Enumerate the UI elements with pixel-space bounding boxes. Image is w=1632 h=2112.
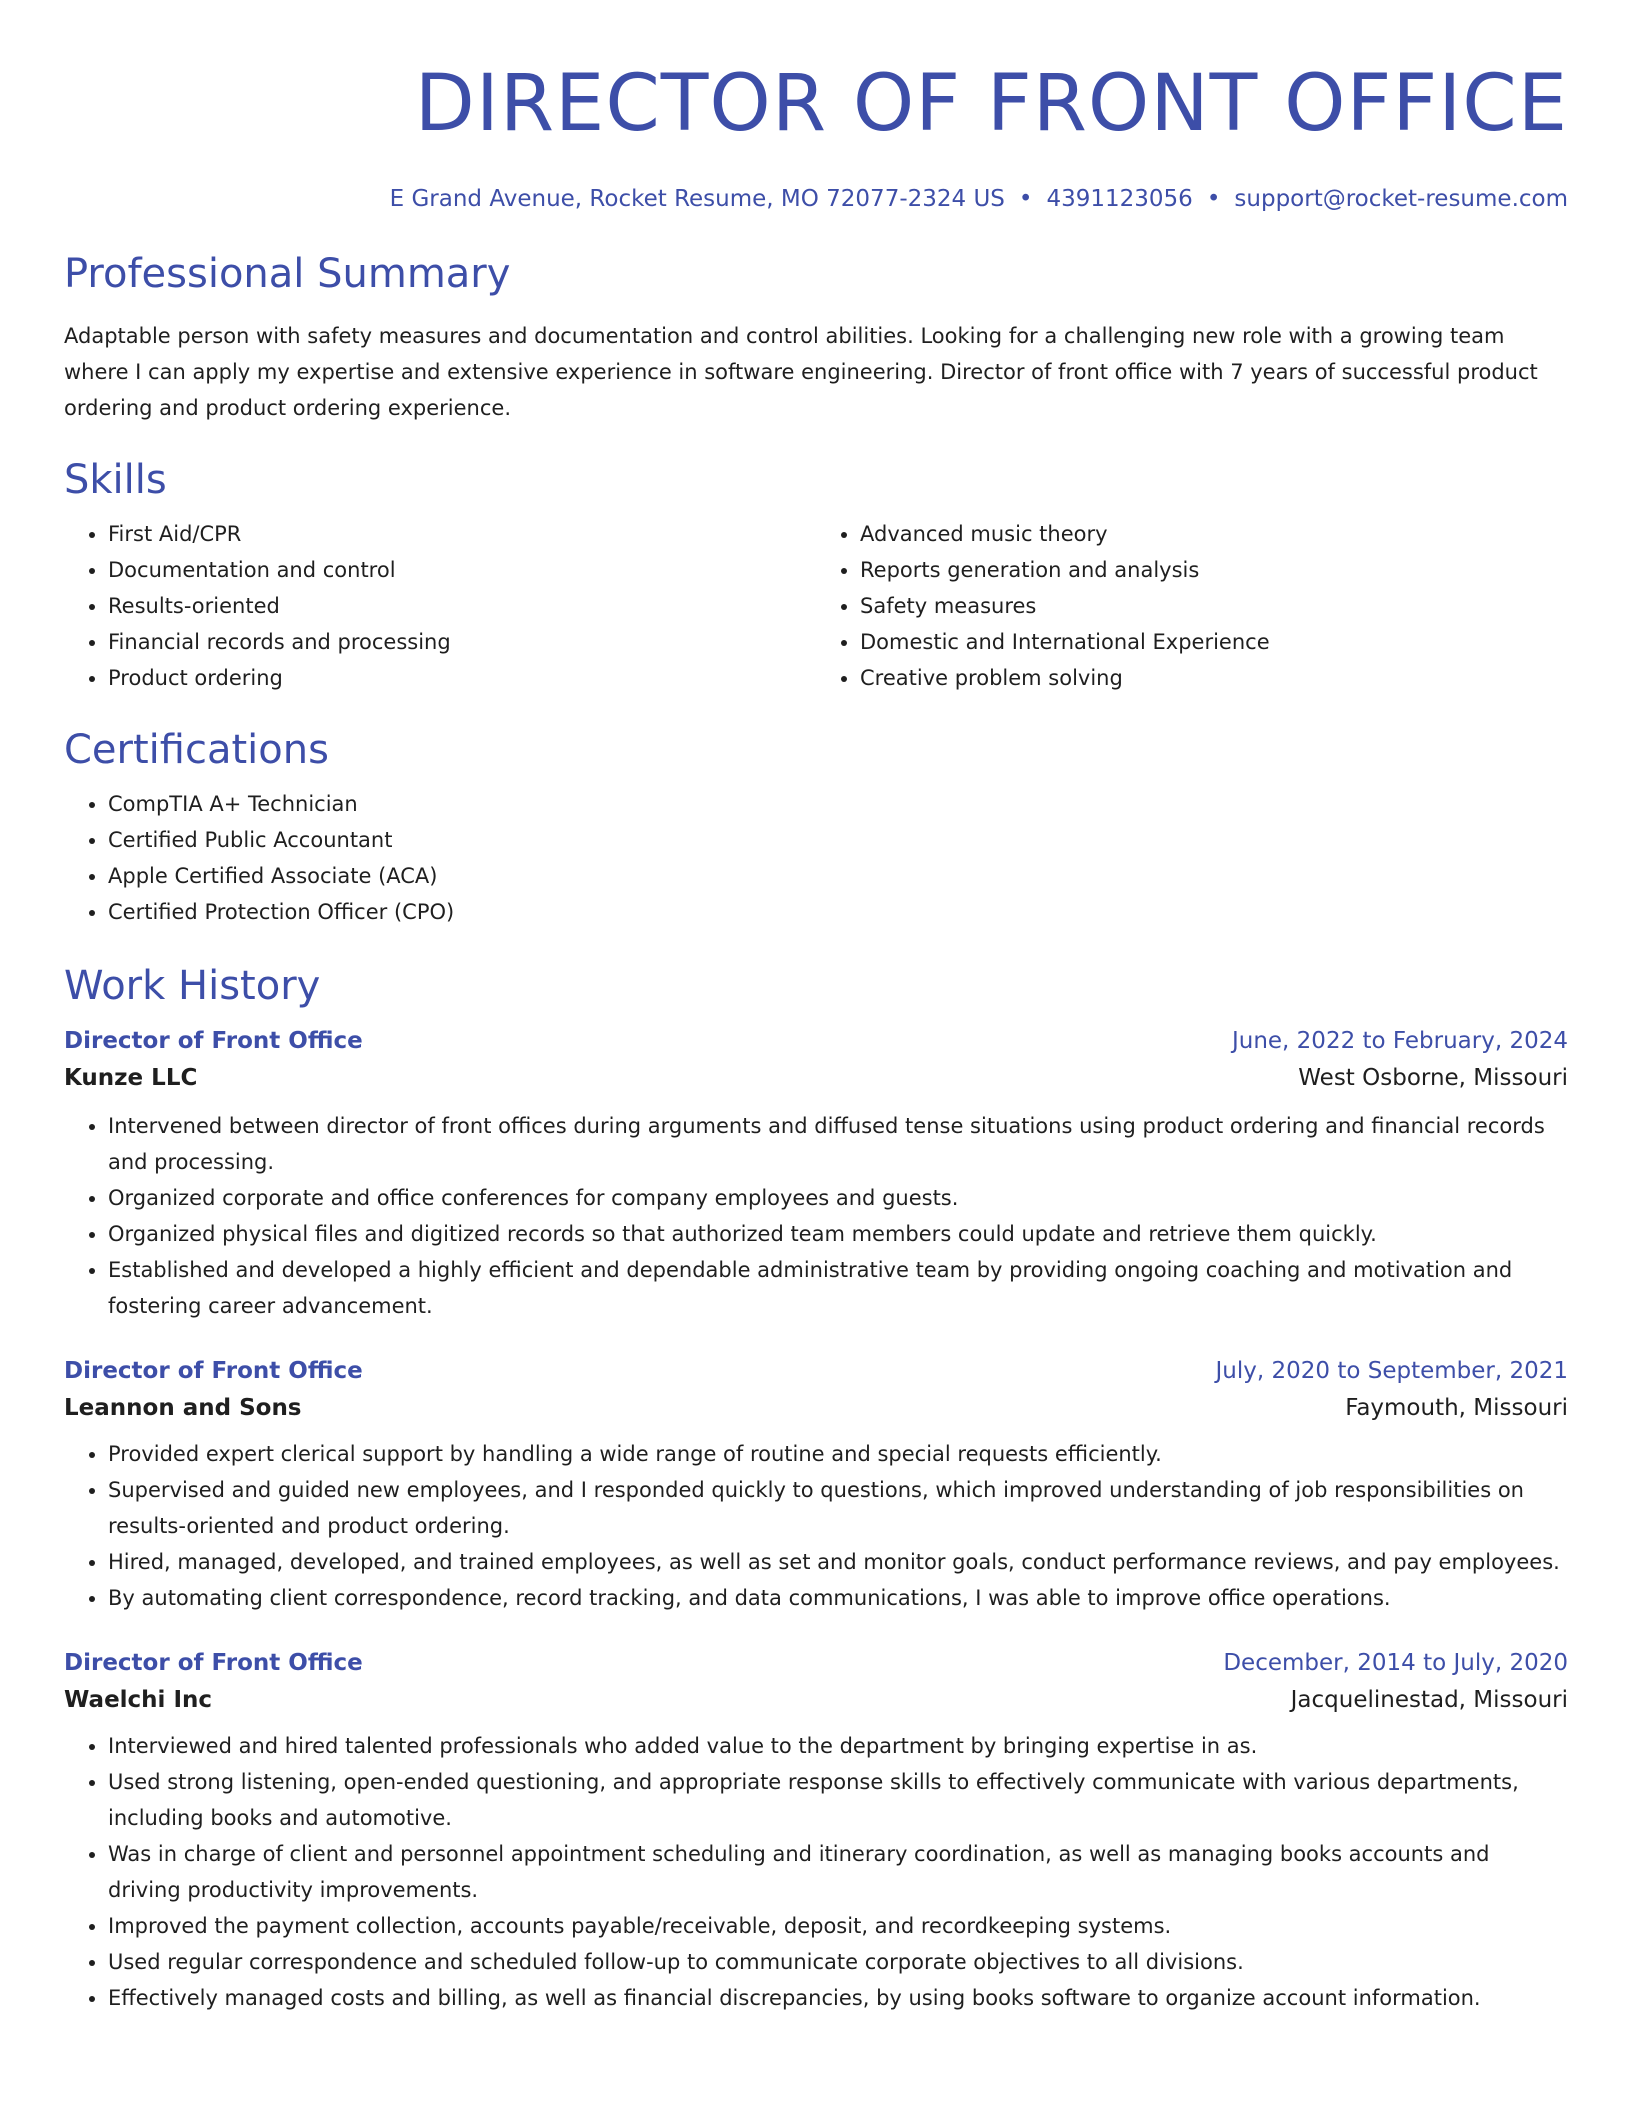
job-title: Director of Front Office	[64, 1650, 363, 1676]
job-location: West Osborne, Missouri	[1298, 1065, 1568, 1091]
job-location: Faymouth, Missouri	[1345, 1395, 1568, 1421]
work-history-heading: Work History	[64, 963, 321, 1009]
job-bullet: • Used strong listening, open-ended questioning, and appropriate response skills to effectively communicate with various departments, including books and automotive.	[108, 1764, 1568, 1836]
contact-address: E Grand Avenue, Rocket Resume, MO 72077-2324 US	[389, 186, 1005, 212]
skill-item: • Results-oriented	[108, 588, 816, 624]
job-dates: June, 2022 to February, 2024	[1231, 1028, 1568, 1054]
job-bullet: • Used regular correspondence and scheduled follow-up to communicate corporate objectives to all divisions.	[108, 1944, 1568, 1980]
skill-item: • Financial records and processing	[108, 624, 816, 660]
job-subheader	[64, 1388, 1568, 1428]
skill-item: • Reports generation and analysis	[860, 552, 1568, 588]
skill-item: • First Aid/CPR	[108, 516, 816, 552]
summary-heading: Professional Summary	[64, 251, 511, 297]
summary-text: Adaptable person with safety measures and documentation and control abilities. Looking for a challenging new role with a growing team where I can apply my expertise and extensive experience in software engineering. Director of front office with 7 years of successful product ordering and product ordering experience.	[64, 324, 1538, 420]
job-bullet: • Organized corporate and office conferences for company employees and guests.	[108, 1180, 1568, 1216]
job-bullet: • Intervened between director of front offices during arguments and diffused tense situations using product ordering and financial records and processing.	[108, 1108, 1568, 1180]
job-subheader	[64, 1058, 1568, 1098]
job-company: Waelchi Inc	[64, 1687, 213, 1713]
skill-item: • Advanced music theory	[860, 516, 1568, 552]
job-bullets	[64, 1436, 1568, 1616]
skills-right-list	[816, 516, 1568, 696]
skills-heading: Skills	[64, 457, 167, 503]
job-bullet: • Provided expert clerical support by handling a wide range of routine and special requests efficiently.	[108, 1436, 1568, 1472]
contact-email: support@rocket-resume.com	[1234, 186, 1568, 212]
job-bullet: • Improved the payment collection, accounts payable/receivable, deposit, and recordkeeping systems.	[108, 1908, 1568, 1944]
skill-item: • Domestic and International Experience	[860, 624, 1568, 660]
skill-item: • Product ordering	[108, 660, 816, 696]
page-title: DIRECTOR OF FRONT OFFICE	[414, 59, 1568, 149]
job-entry	[64, 1024, 1568, 1324]
skill-item: • Safety measures	[860, 588, 1568, 624]
job-company: Leannon and Sons	[64, 1395, 302, 1421]
job-header	[64, 1646, 1568, 1680]
job-dates: December, 2014 to July, 2020	[1223, 1650, 1568, 1676]
skill-item: • Creative problem solving	[860, 660, 1568, 696]
certification-item: • Certified Public Accountant	[108, 822, 1568, 858]
job-title: Director of Front Office	[64, 1028, 363, 1054]
certification-item: • Apple Certified Associate (ACA)	[108, 858, 1568, 894]
job-bullet: • Organized physical files and digitized records so that authorized team members could update and retrieve them quickly.	[108, 1216, 1568, 1252]
job-bullet: • Was in charge of client and personnel appointment scheduling and itinerary coordination, as well as managing books accounts and driving productivity improvements.	[108, 1836, 1568, 1908]
job-bullet: • Supervised and guided new employees, and I responded quickly to questions, which improved understanding of job responsibilities on results-oriented and product ordering.	[108, 1472, 1568, 1544]
job-entry	[64, 1646, 1568, 2016]
job-dates: July, 2020 to September, 2021	[1215, 1358, 1568, 1384]
job-bullet: • Effectively managed costs and billing, as well as financial discrepancies, by using books software to organize account information.	[108, 1980, 1568, 2016]
job-bullets	[64, 1108, 1568, 1324]
job-header	[64, 1024, 1568, 1058]
job-subheader	[64, 1680, 1568, 1720]
job-bullet: • Hired, managed, developed, and trained employees, as well as set and monitor goals, conduct performance reviews, and pay employees.	[108, 1544, 1568, 1580]
certification-item: • CompTIA A+ Technician	[108, 786, 1568, 822]
skill-item: • Documentation and control	[108, 552, 816, 588]
job-bullet: • Established and developed a highly efficient and dependable administrative team by providing ongoing coaching and motivation and fostering career advancement.	[108, 1252, 1568, 1324]
certifications-heading: Certifications	[64, 727, 329, 773]
job-company: Kunze LLC	[64, 1065, 198, 1091]
separator-dot: •	[1018, 186, 1033, 212]
certifications-list	[64, 786, 1568, 930]
skills-columns	[64, 516, 1568, 696]
certification-item: • Certified Protection Officer (CPO)	[108, 894, 1568, 930]
skills-left-list	[64, 516, 816, 696]
separator-dot: •	[1206, 186, 1221, 212]
contact-line	[64, 184, 1568, 214]
job-location: Jacquelinestad, Missouri	[1290, 1687, 1568, 1713]
job-bullet: • By automating client correspondence, record tracking, and data communications, I was able to improve office operations.	[108, 1580, 1568, 1616]
contact-phone: 4391123056	[1046, 186, 1193, 212]
job-bullet: • Interviewed and hired talented professionals who added value to the department by bringing expertise in as.	[108, 1728, 1568, 1764]
job-header	[64, 1354, 1568, 1388]
job-entry	[64, 1354, 1568, 1616]
job-title: Director of Front Office	[64, 1358, 363, 1384]
job-bullets	[64, 1728, 1568, 2016]
